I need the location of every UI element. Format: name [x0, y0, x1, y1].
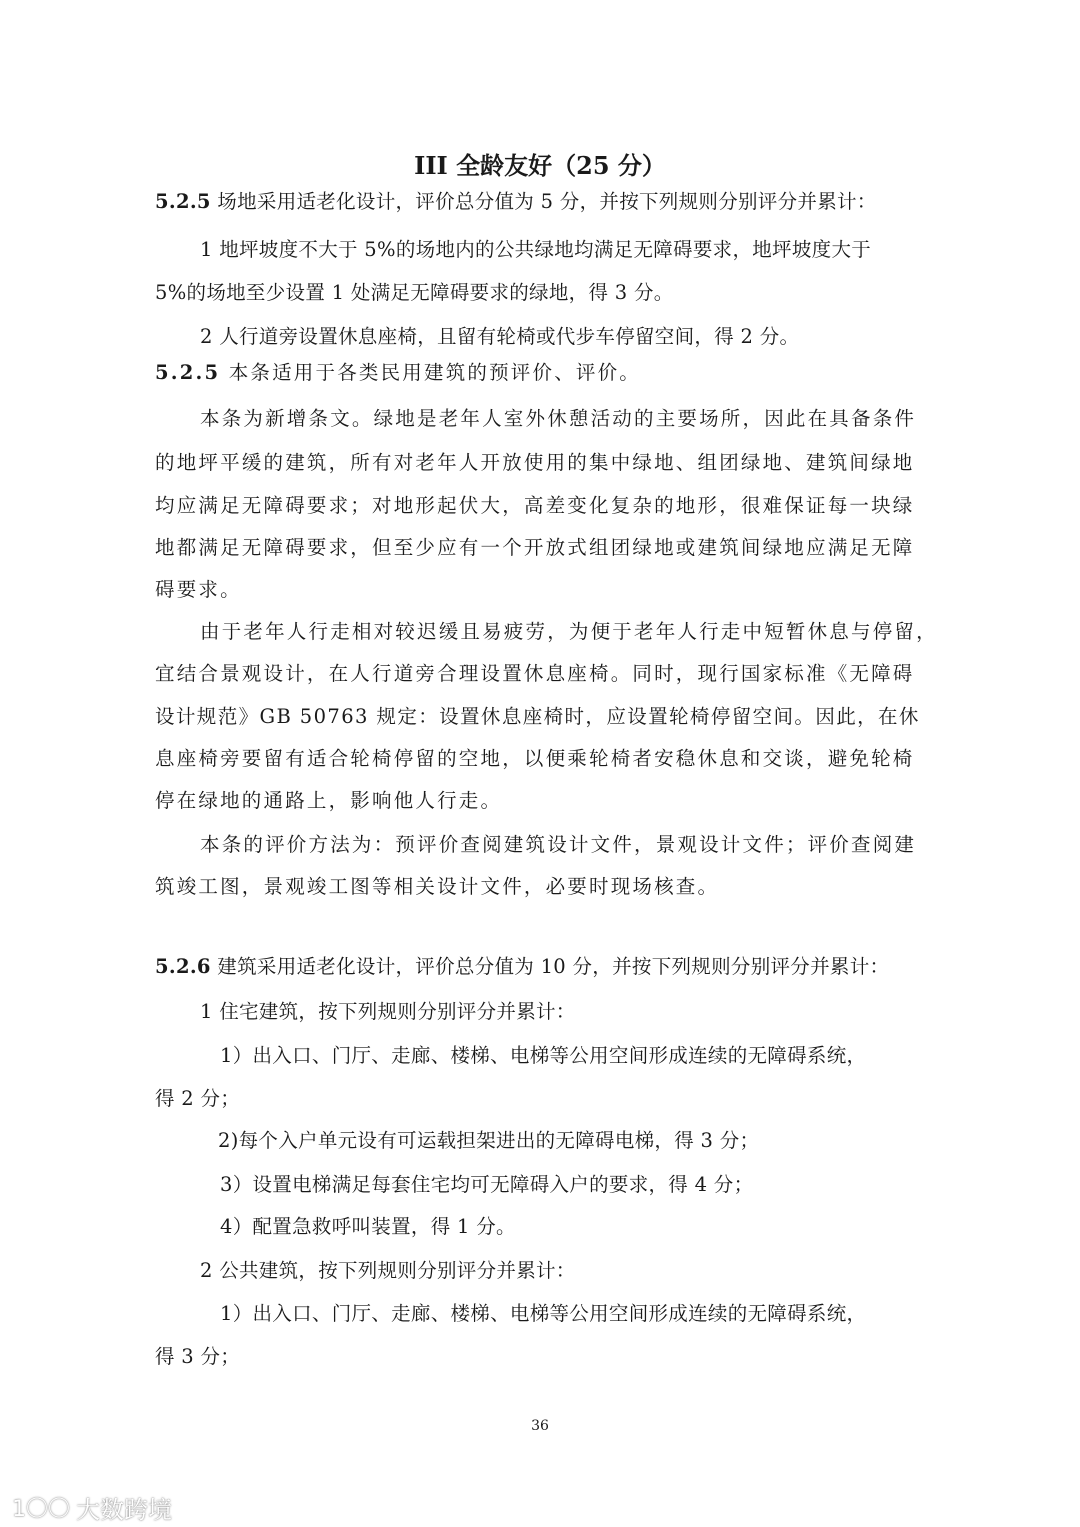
para-line: 本条的评价方法为：预评价查阅建筑设计文件，景观设计文件；评价查阅建 [200, 833, 917, 856]
clause-5-2-5 [155, 190, 877, 214]
public-heading: 2 公共建筑，按下列规则分别评分并累计： [200, 1259, 576, 1282]
watermark-text: 大数跨境 [76, 1496, 172, 1524]
residential-item-4: 4）配置急救呼叫装置，得 1 分。 [220, 1215, 516, 1238]
residential-item-3: 3）设置电梯满足每套住宅均可无障碍入户的要求，得 4 分； [220, 1173, 754, 1196]
para-line: 停在绿地的通路上，影响他人行走。 [155, 789, 503, 812]
item-2: 2 人行道旁设置休息座椅，且留有轮椅或代步车停留空间，得 2 分。 [200, 325, 800, 348]
para-line: 碍要求。 [155, 578, 242, 601]
para-line: 地都满足无障碍要求，但至少应有一个开放式组团绿地或建筑间绿地应满足无障 [155, 536, 915, 559]
clause-5-2-6 [155, 955, 889, 979]
clause-number: 5.2.5 [155, 361, 221, 384]
para-line: 本条为新增条文。绿地是老年人室外休憩活动的主要场所，因此在具备条件 [200, 407, 917, 430]
para-line: 筑竣工图，景观竣工图等相关设计文件，必要时现场核查。 [155, 875, 720, 898]
item-1-line: 5%的场地至少设置 1 处满足无障碍要求的绿地，得 3 分。 [155, 281, 674, 304]
clause-number: 5.2.5 [155, 190, 211, 213]
clause-text: 本条适用于各类民用建筑的预评价、评价。 [220, 361, 641, 384]
para-line: 的地坪平缓的建筑，所有对老年人开放使用的集中绿地、组团绿地、建筑间绿地 [155, 451, 915, 474]
residential-item-1: 1）出入口、门厅、走廊、楼梯、电梯等公用空间形成连续的无障碍系统， [220, 1044, 867, 1067]
para-line: 宜结合景观设计，在人行道旁合理设置休息座椅。同时，现行国家标准《无障碍 [155, 662, 915, 685]
para-line: 由于老年人行走相对较迟缓且易疲劳，为便于老年人行走中短暂休息与停留， [200, 620, 938, 643]
residential-heading: 1 住宅建筑，按下列规则分别评分并累计： [200, 1000, 576, 1023]
watermark-logo-icon: 1〇〇 [12, 1497, 70, 1522]
para-line: 设计规范》GB 50763 规定：设置休息座椅时，应设置轮椅停留空间。因此，在休 [155, 705, 920, 728]
public-item-1-cont: 得 3 分； [155, 1345, 241, 1368]
clause-text: 场地采用适老化设计，评价总分值为 5 分，并按下列规则分别评分并累计： [210, 190, 877, 213]
section-title: III 全龄友好（25 分） [414, 151, 666, 180]
page-number: 36 [531, 1418, 549, 1434]
explanation-5-2-5 [155, 361, 641, 385]
watermark [12, 1490, 172, 1525]
para-line: 息座椅旁要留有适合轮椅停留的空地，以便乘轮椅者安稳休息和交谈，避免轮椅 [155, 747, 915, 770]
clause-number: 5.2.6 [155, 955, 211, 978]
public-item-1: 1）出入口、门厅、走廊、楼梯、电梯等公用空间形成连续的无障碍系统， [220, 1302, 867, 1325]
para-line: 均应满足无障碍要求；对地形起伏大，高差变化复杂的地形，很难保证每一块绿 [155, 494, 915, 517]
clause-text: 建筑采用适老化设计，评价总分值为 10 分，并按下列规则分别评分并累计： [210, 955, 890, 978]
residential-item-1-cont: 得 2 分； [155, 1087, 241, 1110]
residential-item-2: 2)每个入户单元设有可运载担架进出的无障碍电梯，得 3 分； [218, 1129, 760, 1152]
item-1-line: 1 地坪坡度不大于 5%的场地内的公共绿地均满足无障碍要求，地坪坡度大于 [200, 238, 872, 261]
